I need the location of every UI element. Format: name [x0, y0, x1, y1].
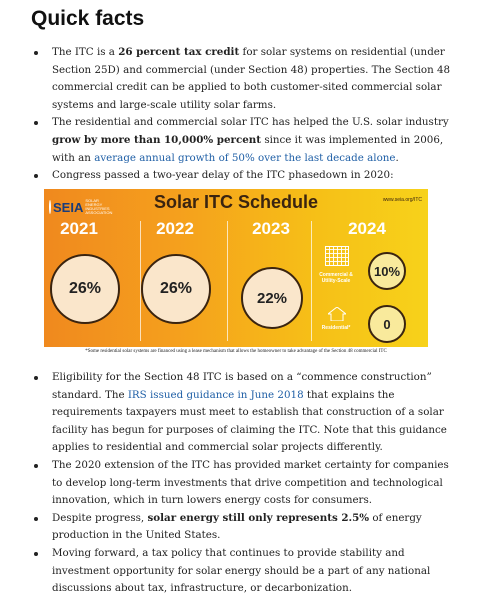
quick-facts-list-bottom [31, 369, 451, 598]
fact-text: . [395, 151, 399, 164]
fact-text: Moving forward, a tax policy that continues to provide stability and investment opportunity for solar energy should be a part of any national discussions about tax, infrastructure, or decarbonization. [52, 546, 431, 595]
fact-emphasis: grow by more than 10,000% percent [52, 133, 262, 146]
fact-text: The ITC is a [52, 46, 119, 58]
list-item [31, 114, 451, 167]
page-title: Quick facts [31, 7, 145, 30]
fact-text: The 2020 extension of the ITC has provided market certainty for companies to develop long-term investments that drive competition and technological innovation, which in turn lowers energy costs for consumers. [52, 458, 449, 507]
year-2022: 2022 [156, 219, 194, 238]
year-2023: 2023 [252, 219, 290, 238]
infographic-footnote: *Some residential solar systems are financed using a lease mechanism that allows the homeowner to take advantage of the Section 48 commercial ITC [85, 349, 387, 354]
fact-text: Eligibility for the Section 48 ITC is based on a “commence construction” standard. The [52, 371, 432, 401]
seia-logo-text: SEIA [53, 199, 84, 215]
column-divider [227, 221, 228, 341]
fact-text: that explains the requirements taxpayers must meet to establish that construction of a solar facility has begun for purposes of claiming the ITC. Note that this guidance applies to residential and commercial solar projects differently. [52, 388, 447, 454]
quick-facts-list-top [31, 44, 451, 185]
rate-2021-circle: 26% [50, 254, 120, 324]
fact-text: The residential and commercial solar ITC has helped the U.S. solar industry [52, 116, 449, 129]
fact-text: Despite progress, [52, 511, 148, 524]
year-2021: 2021 [60, 219, 98, 238]
commercial-label: Commercial & Utility-Scale [319, 272, 353, 284]
seia-logo-tagline: SOLAR ENERGY INDUSTRIES ASSOCIATION [85, 198, 113, 215]
residential-label: Residential* [321, 325, 351, 331]
commercial-rate-circle: 10% [368, 252, 406, 290]
fact-text: of energy production in the United States. [52, 511, 422, 542]
irs-guidance-link[interactable]: IRS issued guidance in June 2018 [127, 388, 304, 401]
list-item [31, 510, 451, 545]
list-item [31, 167, 451, 185]
rate-2023-circle: 22% [241, 267, 303, 329]
column-divider [311, 221, 312, 341]
list-item [31, 44, 451, 114]
solar-itc-schedule-infographic [44, 189, 428, 347]
list-item [31, 457, 451, 510]
year-2024: 2024 [348, 219, 386, 238]
fact-text: Congress passed a two-year delay of the ITC phasedown in 2020: [52, 169, 394, 182]
growth-link[interactable]: average annual growth of 50% over the last decade alone [94, 151, 396, 164]
solar-panel-icon [325, 246, 349, 266]
fact-emphasis: solar energy still only represents 2.5% [147, 511, 370, 524]
fact-text: since it was implemented in 2006, with an [52, 133, 444, 164]
infographic-title: Solar ITC Schedule [153, 192, 319, 212]
residential-rate-circle: 0 [368, 305, 406, 343]
infographic-url: www.seia.org/ITC [382, 197, 422, 203]
house-icon [328, 307, 346, 321]
fact-text: for solar systems on residential (under Section 25D) and commercial (under Section 48) properties. The Section 48 commercial credit can be applied to both customer-sited commercial solar systems and large-scale utility solar farms. [52, 46, 451, 111]
list-item [31, 369, 451, 457]
list-item [31, 545, 451, 598]
fact-emphasis: 26 percent tax credit [118, 46, 240, 58]
rate-2022-circle: 26% [141, 254, 211, 324]
